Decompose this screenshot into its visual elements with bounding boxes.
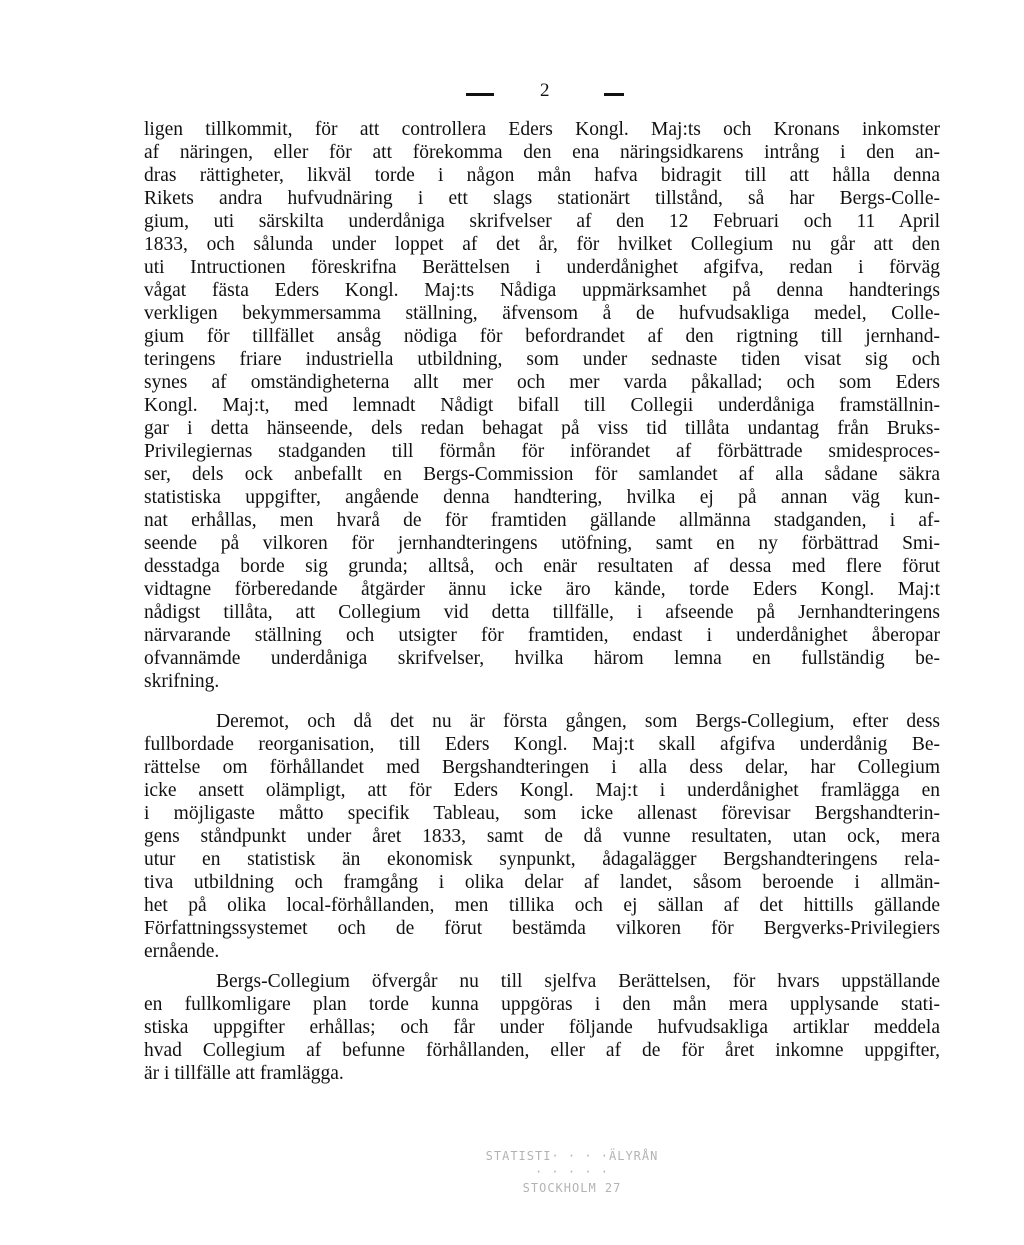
header-dash-right [604, 93, 624, 96]
text-line: nat erhållas, men hvarå de för framtiden gällande allmänna stadganden, i af- [144, 510, 940, 531]
text-line: uti Intructionen föreskrifna Berättelsen i underdånighet afgifva, redan i förväg [144, 257, 940, 278]
text-line: Kongl. Maj:t, med lemnadt Nådigt bifall till Collegii underdåniga framställnin- [144, 395, 940, 416]
text-line: ofvannämde underdåniga skrifvelser, hvilka härom lemna en fullständig be- [144, 648, 940, 669]
text-line: Bergs-Collegium öfvergår nu till sjelfva Berättelsen, för hvars uppställande [216, 971, 940, 992]
text-line: ernående. [144, 941, 220, 962]
text-line: Deremot, och då det nu är första gången, som Bergs-Collegium, efter dess [216, 711, 940, 732]
text-line: gium, uti särskilta underdåniga skrifvelser af den 12 Februari och 11 April [144, 211, 940, 232]
text-line: Rikets andra hufvudnäring i ett slags stationärt tillstånd, så har Bergs-Colle- [144, 188, 940, 209]
text-line: dras rättigheter, likväl torde i någon mån hafva bidragit till att hålla denna [144, 165, 940, 186]
page-header [0, 80, 1024, 104]
paragraph-2 [144, 710, 940, 963]
text-line: het på olika local-förhållanden, men tillika och ej sällan af det hittills gällande [144, 895, 940, 916]
stamp-line: STATISTI· · · ·ÄLYRÅN [485, 1149, 659, 1163]
text-line: af näringen, eller för att förekomma den ena näringsidkarens intrång i den an- [144, 142, 940, 163]
text-line: gium för tillfället ansåg nödiga för befordrandet af den rigtning till jernhand- [144, 326, 940, 347]
text-line: icke ansett olämpligt, att för Eders Kongl. Maj:t i underdånighet framlägga en [144, 780, 940, 801]
text-line: fullbordade reorganisation, till Eders Kongl. Maj:t skall afgifva underdånig Be- [144, 734, 940, 755]
text-line: statistiska uppgifter, angående denna handtering, hvilka ej på annan väg kun- [144, 487, 940, 508]
text-line: Författningssystemet och de förut bestämda vilkoren för Bergverks-Privilegiers [144, 918, 940, 939]
text-line: stiska uppgifter erhållas; och får under följande hufvudsakliga artiklar meddela [144, 1017, 940, 1038]
paragraph-3 [144, 970, 940, 1085]
text-line: närvarande ställning och utsigter för framtiden, endast i underdånighet åberopar [144, 625, 940, 646]
text-line: desstadga borde sig grunda; alltså, och enär resultaten af dessa med flere förut [144, 556, 940, 577]
text-line: ser, dels ock anbefallt en Bergs-Commission för samlandet af alla sådane säkra [144, 464, 940, 485]
text-line: Privilegiernas stadganden till förmån för införandet af förbättrade smidesproces- [144, 441, 940, 462]
text-line: i möjligaste måtto specifik Tableau, som icke allenast förevisar Bergshandterin- [144, 803, 940, 824]
text-line: hvad Collegium af befunne förhållanden, eller af de för året inkomne uppgifter, [144, 1040, 940, 1061]
text-line: gar i detta hänseende, dels redan behagat på viss tid tillåta undantag från Bruks- [144, 418, 940, 439]
paragraph-1 [144, 118, 940, 693]
text-line: vågat fästa Eders Kongl. Maj:ts Nådiga uppmärksamhet på denna handterings [144, 280, 940, 301]
text-line: verkligen bekymmersamma ställning, äfvensom å de hufvudsakliga medel, Colle- [144, 303, 940, 324]
text-line: nådigst tillåta, att Collegium vid detta tillfälle, i afseende på Jernhandteringens [144, 602, 940, 623]
text-line: är i tillfälle att framlägga. [144, 1063, 344, 1084]
text-line: skrifning. [144, 671, 220, 692]
text-line: en fullkomligare plan torde kunna uppgöras i den mån mera upplysande stati- [144, 994, 940, 1015]
stamp-line: STOCKHOLM 27 [522, 1181, 622, 1195]
header-dash-left [466, 93, 494, 96]
text-line: gens ståndpunkt under året 1833, samt de då vunne resultaten, utan ock, mera [144, 826, 940, 847]
text-line: tiva utbildning och framgång i olika delar af landet, såsom beroende i allmän- [144, 872, 940, 893]
text-line: rättelse om förhållandet med Bergshandteringen i alla dess delar, har Collegium [144, 757, 940, 778]
library-stamp [472, 1148, 672, 1214]
stamp-line: · · · · · [534, 1165, 610, 1179]
text-line: utur en statistisk än ekonomisk synpunkt, ådagalägger Bergshandteringens rela- [144, 849, 940, 870]
text-line: ligen tillkommit, för att controllera Eders Kongl. Maj:ts och Kronans inkomster [144, 119, 940, 140]
text-line: 1833, och sålunda under loppet af det år, för hvilket Collegium nu går att den [144, 234, 940, 255]
text-line: vidtagne förberedande åtgärder ännu icke äro kände, torde Eders Kongl. Maj:t [144, 579, 940, 600]
text-line: teringens friare industriella utbildning, som under sednaste tiden visat sig och [144, 349, 940, 370]
text-line: synes af omständigheterna allt mer och mer varda påkallad; och som Eders [144, 372, 940, 393]
text-line: seende på vilkoren för jernhandteringens utöfning, samt en ny förbättrad Smi- [144, 533, 940, 554]
page-number: 2 [540, 80, 550, 101]
